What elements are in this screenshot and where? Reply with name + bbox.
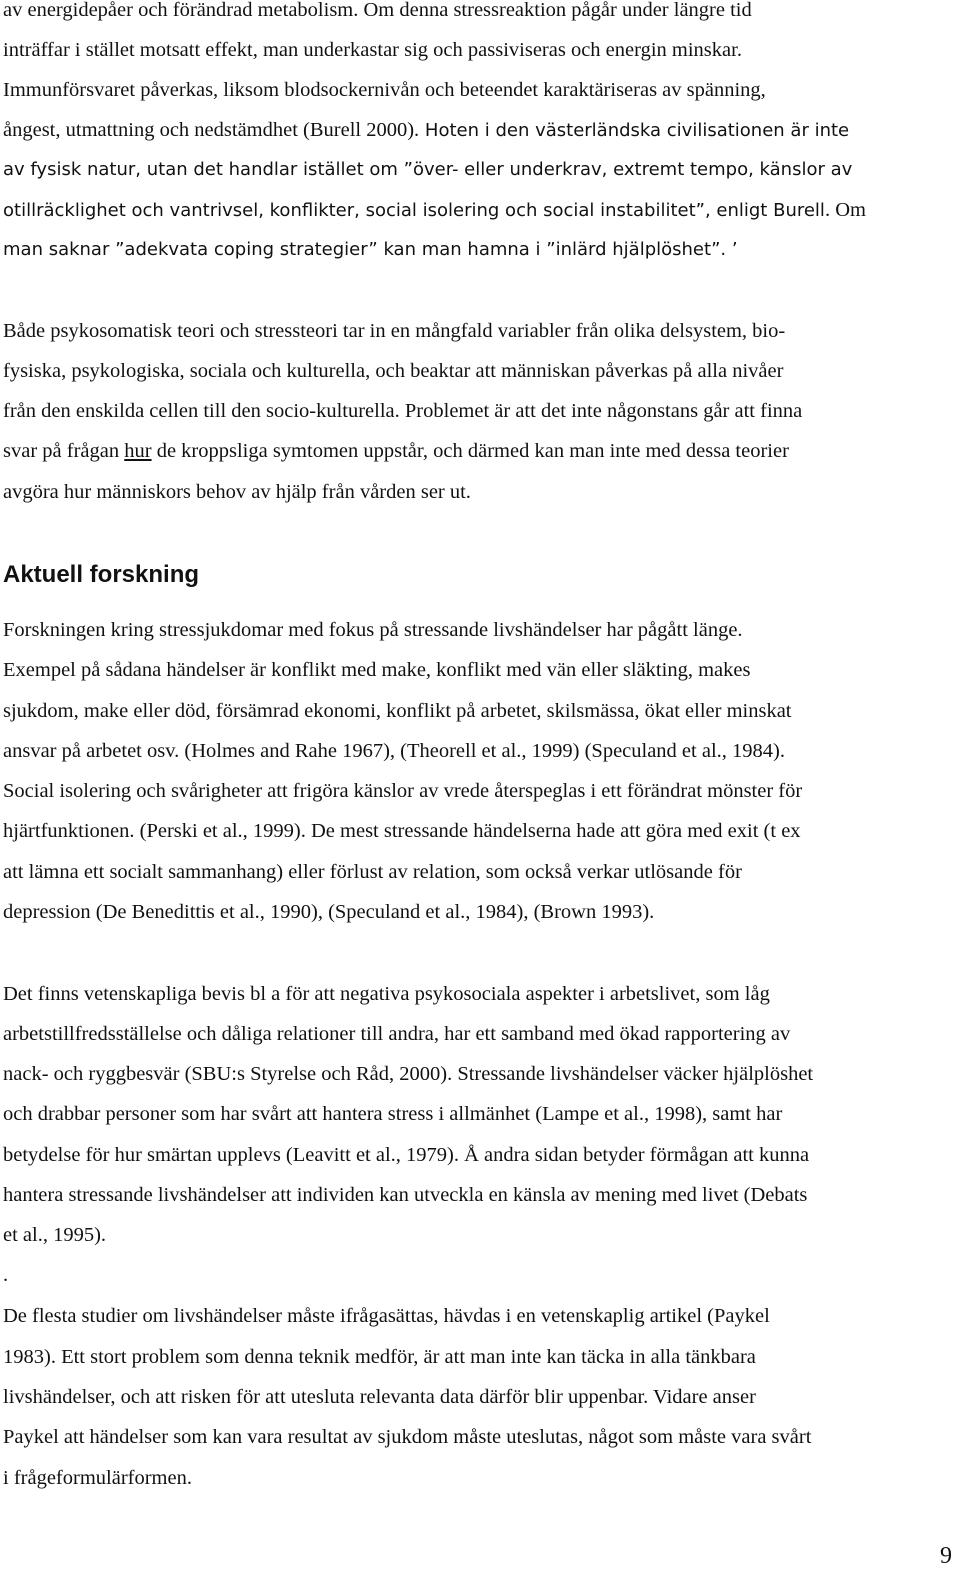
text-line: i frågeformulärformen. (3, 1467, 192, 1489)
text-line: avgöra hur människors behov av hjälp från vården ser ut. (3, 481, 471, 503)
text-line: ansvar på arbetet osv. (Holmes and Rahe 1967), (Theorell et al., 1999) (Speculand et al., 1984). (3, 740, 785, 762)
text-line (3, 198, 866, 223)
text-line: sjukdom, make eller död, försämrad ekonomi, konflikt på arbetet, skilsmässa, ökat eller minskat (3, 700, 792, 722)
text-line: inträffar i stället motsatt effekt, man underkastar sig och passiviseras och energin minskar. (3, 39, 742, 61)
text-line: hantera stressande livshändelser att individen kan utveckla en känsla av mening med livet (Debats (3, 1184, 808, 1206)
text-line: Det finns vetenskapliga bevis bl a för att negativa psykosociala aspekter i arbetslivet, som låg (3, 983, 770, 1005)
text-line: nack- och ryggbesvär (SBU:s Styrelse och Råd, 2000). Stressande livshändelser väcker hjälplöshet (3, 1063, 814, 1085)
text-line: av energidepåer och förändrad metabolism. Om denna stressreaktion pågår under längre tid (3, 0, 752, 21)
text-line: Forskningen kring stressjukdomar med fokus på stressande livshändelser har pågått länge. (3, 619, 743, 641)
text-span: ångest, utmattning och nedstämdhet (Burell 2000). (3, 119, 420, 141)
text-line: 1983). Ett stort problem som denna teknik medför, är att man inte kan täcka in alla tänkbara (3, 1346, 756, 1368)
text-span: Hoten i den västerländska civilisationen är inte (419, 120, 850, 141)
text-line: Paykel att händelser som kan vara resultat av sjukdom måste uteslutas, något som måste vara svårt (3, 1426, 812, 1448)
text-line: arbetstillfredsställelse och dåliga relationer till andra, har ett samband med ökad rapportering av (3, 1023, 791, 1045)
text-line: och drabbar personer som har svårt att hantera stress i allmänhet (Lampe et al., 1998), samt har (3, 1103, 783, 1125)
text-line: betydelse för hur smärtan upplevs (Leavitt et al., 1979). Å andra sidan betyder förmågan att kunna (3, 1144, 810, 1166)
text-line (3, 439, 789, 463)
section-heading: Aktuell forskning (3, 561, 200, 588)
text-line: att lämna ett socialt sammanhang) eller förlust av relation, som också verkar utlösande för (3, 861, 742, 883)
text-span: . Om (824, 199, 866, 221)
text-line: från den enskilda cellen till den socio-kulturella. Problemet är att det inte någonstans går att finna (3, 400, 803, 422)
text-line: livshändelser, och att risken för att utesluta relevanta data därför blir uppenbar. Vidare anser (3, 1386, 756, 1408)
text-line: . (3, 1264, 9, 1286)
text-span: de kroppsliga symtomen uppstår, och därmed kan man inte med dessa teorier (151, 440, 789, 462)
text-line: Exempel på sådana händelser är konflikt med make, konflikt med vän eller släkting, makes (3, 659, 751, 681)
text-line: Social isolering och svårigheter att frigöra känslor av vrede återspeglas i ett förändrat mönster för (3, 780, 803, 802)
text-line: hjärtfunktionen. (Perski et al., 1999). De mest stressande händelserna hade att göra med exit (t ex (3, 820, 801, 842)
text-line: man saknar ”adekvata coping strategier” kan man hamna i ”inlärd hjälplöshet”. ’ (3, 239, 738, 260)
text-line (3, 118, 849, 143)
text-line: av fysisk natur, utan det handlar istället om ”över- eller underkrav, extremt tempo, känslor av (3, 159, 853, 180)
text-line: et al., 1995). (3, 1224, 107, 1246)
underlined-word: hur (124, 440, 152, 462)
text-span: otillräcklighet och vantrivsel, konflikter, social isolering och social instabilitet”, enligt Burell (3, 200, 825, 221)
text-span: svar på frågan (3, 440, 125, 462)
text-line: Både psykosomatisk teori och stressteori tar in en mångfald variabler från olika delsystem, bio- (3, 320, 786, 342)
text-line: depression (De Benedittis et al., 1990), (Speculand et al., 1984), (Brown 1993). (3, 901, 655, 923)
text-line: fysiska, psykologiska, sociala och kulturella, och beaktar att människan påverkas på alla nivåer (3, 360, 784, 382)
text-line: De flesta studier om livshändelser måste ifrågasättas, hävdas i en vetenskaplig artikel (Paykel (3, 1305, 770, 1327)
page-number: 9 (940, 1543, 952, 1569)
text-line: Immunförsvaret påverkas, liksom blodsockernivån och beteendet karaktäriseras av spänning, (3, 79, 766, 101)
